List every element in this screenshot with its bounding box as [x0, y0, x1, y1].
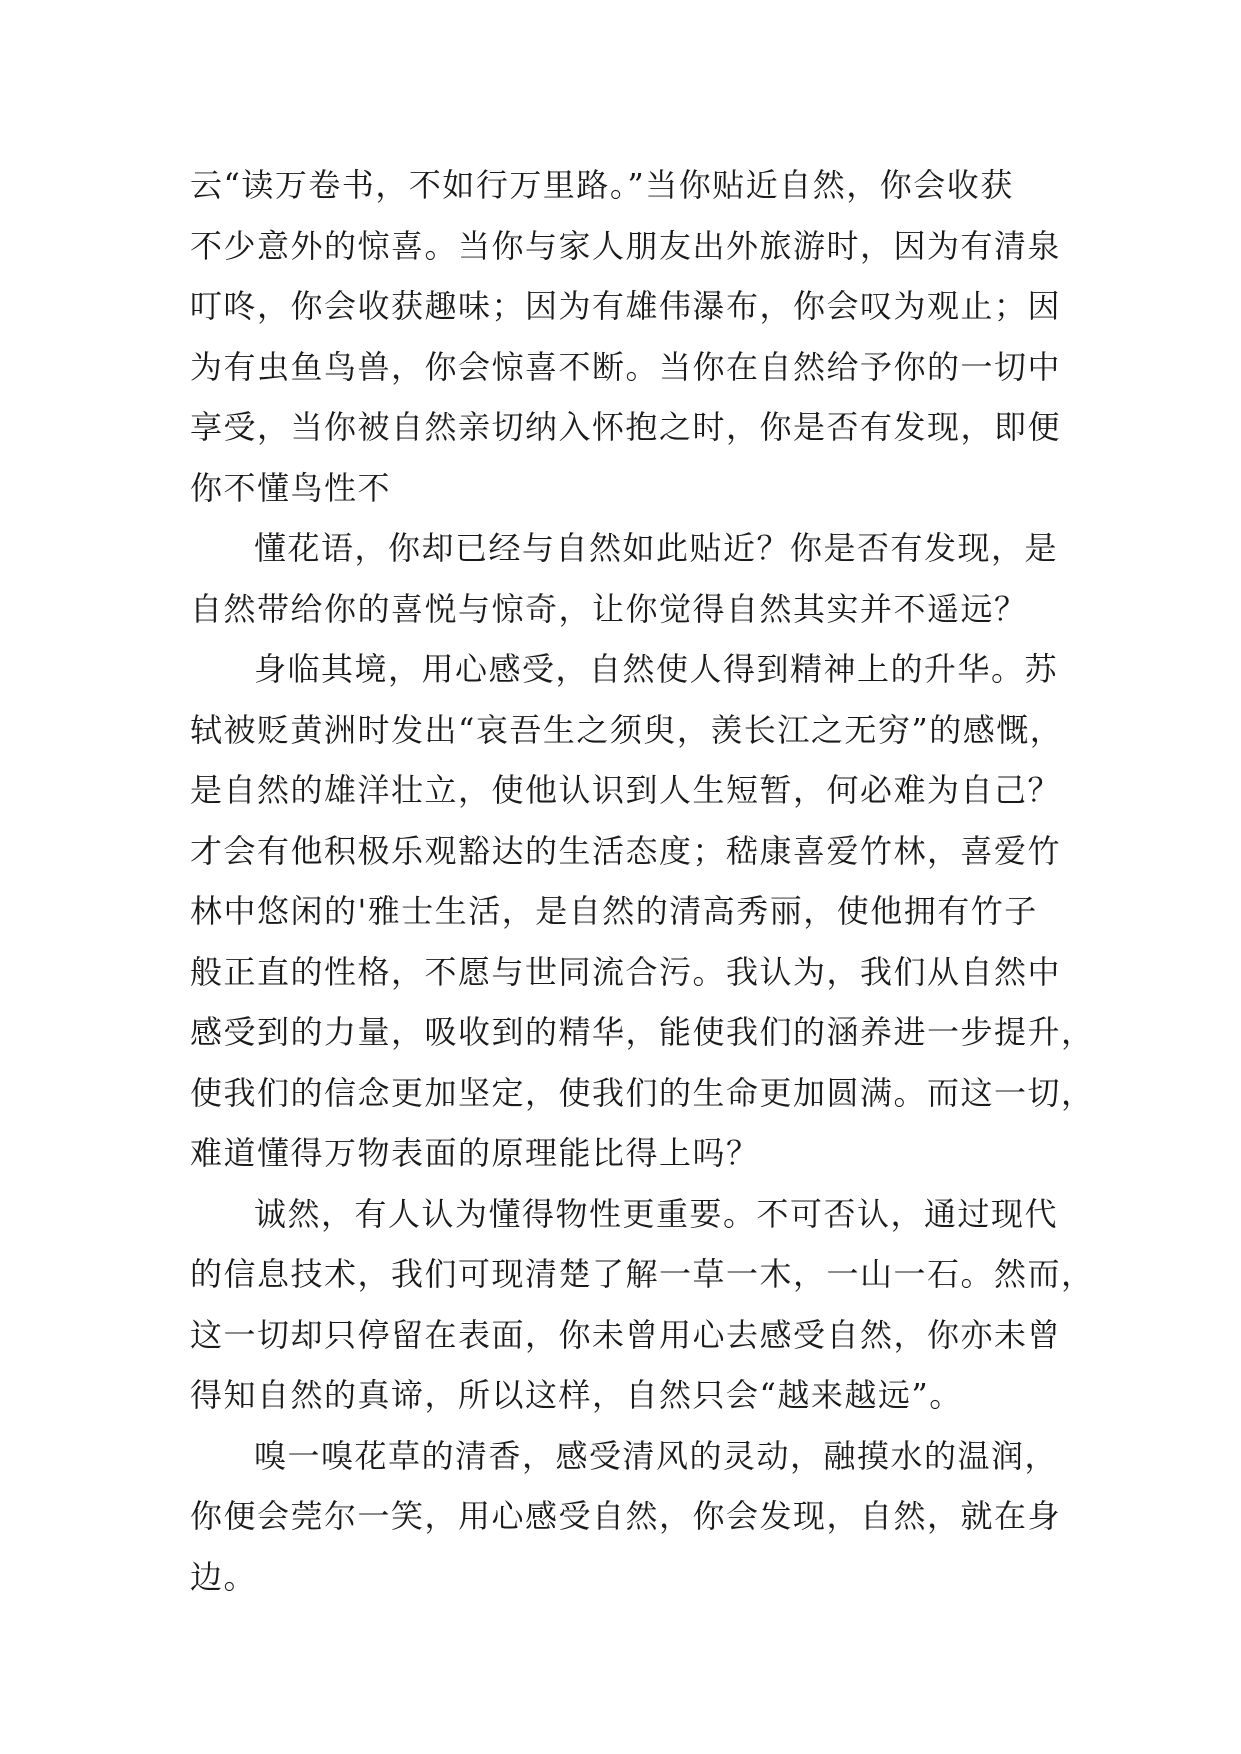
text-line: 为有虫鱼鸟兽，你会惊喜不断。当你在自然给予你的一切中	[190, 347, 1062, 386]
text-line: 云“读万卷书，不如行万里路。”当你贴近自然，你会收获	[190, 166, 1014, 204]
text-line: 不少意外的惊喜。当你与家人朋友出外旅游时，因为有清泉	[190, 226, 1062, 265]
text-line: 得知自然的真谛，所以这样，自然只会“越来越远”。	[190, 1376, 963, 1414]
text-line: 诚然，有人认为懂得物性更重要。不可否认，通过现代	[254, 1194, 1059, 1233]
text-line: 般正直的性格，不愿与世同流合污。我认为，我们从自然中	[190, 952, 1062, 991]
text-line: 边。	[190, 1557, 258, 1596]
paragraph-4	[190, 1184, 1095, 1426]
text-line: 这一切却只停留在表面，你未曾用心去感受自然，你亦未曾	[190, 1315, 1062, 1354]
text-line: 的信息技术，我们可现清楚了解一草一木，一山一石。然而，	[190, 1255, 1095, 1293]
text-line: 享受，当你被自然亲切纳入怀抱之时，你是否有发现，即便	[190, 408, 1062, 446]
paragraph-3	[190, 639, 1095, 1184]
text-line: 使我们的信念更加坚定，使我们的生命更加圆满。而这一切，	[190, 1073, 1095, 1112]
paragraph-1	[190, 155, 1090, 518]
paragraph-5	[190, 1426, 1090, 1608]
text-line: 叮咚，你会收获趣味；因为有雄伟瀑布，你会叹为观止；因	[190, 287, 1062, 325]
essay-body	[190, 155, 1095, 1607]
text-line: 轼被贬黄洲时发出“哀吾生之须臾，羡长江之无穷”的感慨，	[190, 710, 1064, 749]
text-line: 难道懂得万物表面的原理能比得上吗？	[190, 1134, 760, 1172]
text-line: 懂花语，你却已经与自然如此贴近？你是否有发现，是	[254, 529, 1059, 567]
text-line: 感受到的力量，吸收到的精华，能使我们的涵养进一步提升，	[190, 1013, 1095, 1051]
text-line: 你不懂鸟性不	[190, 468, 392, 507]
text-line: 才会有他积极乐观豁达的生活态度；嵇康喜爱竹林，喜爱竹	[190, 831, 1062, 870]
text-line: 林中悠闲的'雅士生活，是自然的清高秀丽，使他拥有竹子	[190, 892, 1038, 930]
text-line: 嗅一嗅花草的清香，感受清风的灵动，融摸水的温润，	[254, 1436, 1059, 1475]
text-line: 身临其境，用心感受，自然使人得到精神上的升华。苏	[254, 650, 1059, 688]
paragraph-2	[190, 518, 1090, 639]
text-line: 你便会莞尔一笑，用心感受自然，你会发现，自然，就在身	[190, 1497, 1062, 1535]
text-line: 自然带给你的喜悦与惊奇，让你觉得自然其实并不遥远？	[190, 589, 1028, 628]
text-line: 是自然的雄洋壮立，使他认识到人生短暂，何必难为自己？	[190, 771, 1062, 809]
